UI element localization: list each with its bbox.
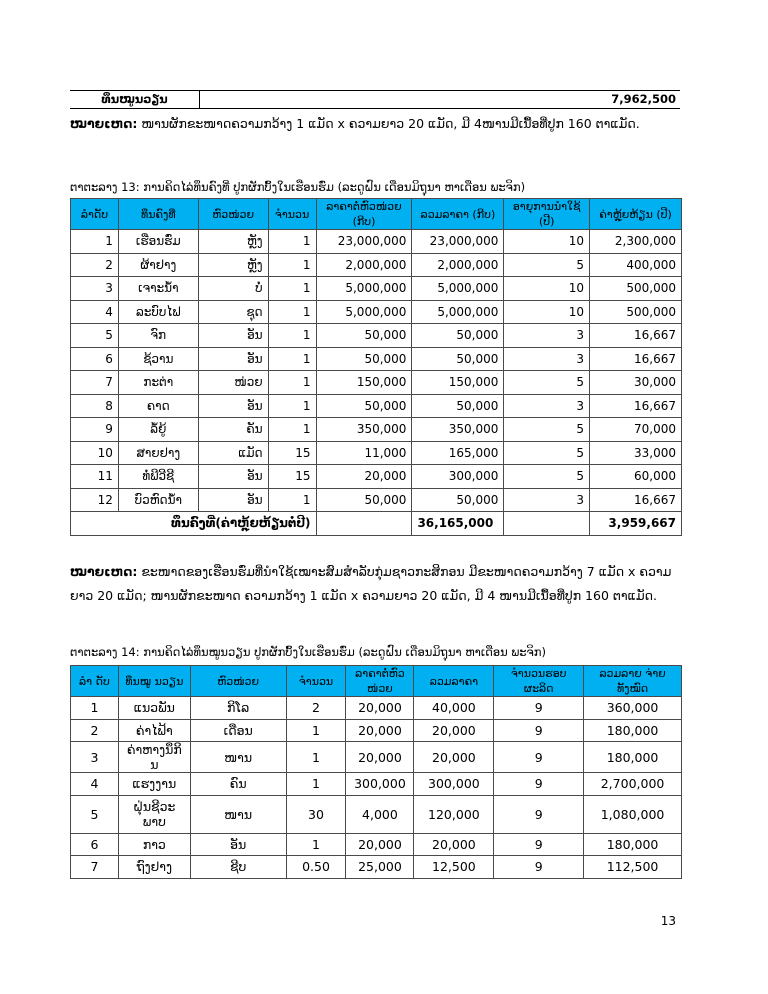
table-cell: ຊຸດ xyxy=(198,300,268,324)
col-header: ຫົວໜ່ວຍ xyxy=(190,666,286,697)
table-cell: 5 xyxy=(504,371,590,395)
table-header-row xyxy=(71,199,682,230)
table-cell: 300,000 xyxy=(412,465,504,489)
table-cell: 5 xyxy=(504,418,590,442)
table-cell: 23,000,000 xyxy=(316,230,412,254)
table-cell: 360,000 xyxy=(584,697,682,720)
table-cell: 20,000 xyxy=(346,833,414,856)
table-cell: 50,000 xyxy=(412,324,504,348)
table-cell: ຈົກ xyxy=(118,324,198,348)
table-row xyxy=(71,253,682,277)
table-cell: 350,000 xyxy=(412,418,504,442)
table-cell: 5,000,000 xyxy=(316,300,412,324)
table-cell: 1 xyxy=(268,418,316,442)
col-header: ລາຄາຕໍ່ຫົວ ໜ່ວຍ xyxy=(346,666,414,697)
table-cell: 150,000 xyxy=(316,371,412,395)
table-cell: 23,000,000 xyxy=(412,230,504,254)
table-row xyxy=(71,441,682,465)
table-cell: 5 xyxy=(71,795,119,833)
table-cell: 150,000 xyxy=(412,371,504,395)
table-cell: 112,500 xyxy=(584,856,682,879)
col-header: ລຳດັບ xyxy=(71,199,119,230)
col-header: ລຳ ດັບ xyxy=(71,666,119,697)
table-cell: 25,000 xyxy=(346,856,414,879)
table-cell: 1,080,000 xyxy=(584,795,682,833)
table-cell: 6 xyxy=(71,347,119,371)
table-row xyxy=(71,347,682,371)
note-2-prefix: ໝາຍເຫດ: xyxy=(70,564,138,579)
col-header: ຫົວໜ່ວຍ xyxy=(198,199,268,230)
table-cell: 10 xyxy=(504,300,590,324)
table-cell: ຊ້ວານ xyxy=(118,347,198,371)
table-cell: 50,000 xyxy=(412,347,504,371)
table-row xyxy=(71,742,682,773)
table-cell: 7 xyxy=(71,856,119,879)
table-cell: ຖົງຢາງ xyxy=(118,856,190,879)
table-cell: 50,000 xyxy=(412,394,504,418)
total-sum: 36,165,000 xyxy=(412,512,504,536)
table-cell: 50,000 xyxy=(316,347,412,371)
table-cell: ຫຼັງ xyxy=(198,230,268,254)
table-cell: 33,000 xyxy=(590,441,682,465)
table-row xyxy=(71,833,682,856)
table-cell: 20,000 xyxy=(414,719,494,742)
table-cell: 1 xyxy=(268,300,316,324)
table-cell: 350,000 xyxy=(316,418,412,442)
col-header: ຈຳນວນ xyxy=(286,666,346,697)
table-cell: ເຮືອນຮົ່ມ xyxy=(118,230,198,254)
table-cell: 1 xyxy=(268,324,316,348)
table-cell: 1 xyxy=(286,833,346,856)
table-cell: ຄ່າໄຟ້າ xyxy=(118,719,190,742)
col-header: ທຶນໝູ ນວຽນ xyxy=(118,666,190,697)
table-row xyxy=(71,697,682,720)
note-2-text: ຂະໜາດຂອງເຮືອນຮົ່ມທີ່ນຳໃຊ້ເໝາະສົມສຳລັບກຸ່ມຊາວກະສິກອນ ມີຂະໜາດຄວາມກວ້າງ 7 ແມັດ x ຄວາມຍາວ 20 ແມັດ; ໜານຜັກຂະໜາດ ຄວາມກວ້າງ 1 ແມັດ x ຄວາມຍາວ 20 ແມັດ, ມີ 4 ໜານມີເນື້ອທີ່ປູກ 160 ຕາແມັດ. xyxy=(70,564,672,603)
table-cell: 1 xyxy=(268,371,316,395)
table-cell: 3 xyxy=(504,394,590,418)
table-cell: ລໍ້ຍູ້ xyxy=(118,418,198,442)
table-cell: 60,000 xyxy=(590,465,682,489)
table-cell: 2,000,000 xyxy=(412,253,504,277)
table-cell: ແນວພັນ xyxy=(118,697,190,720)
page-number: 13 xyxy=(660,914,676,928)
table-cell: 30 xyxy=(286,795,346,833)
table-cell: ອັນ xyxy=(198,324,268,348)
table-cell: 15 xyxy=(268,465,316,489)
table-row xyxy=(71,795,682,833)
col-header: ທຶນຄົງທີ່ xyxy=(118,199,198,230)
table-cell: 50,000 xyxy=(316,324,412,348)
table-cell: 180,000 xyxy=(584,719,682,742)
total-label: ທຶນຄົງທີ່(ຄ່າຫຼຸ້ຍຫ້ຽນຕໍ່ປີ) xyxy=(71,512,317,536)
table-cell: 2,000,000 xyxy=(316,253,412,277)
table-cell: ແມັດ xyxy=(198,441,268,465)
table-cell: ອັນ xyxy=(198,488,268,512)
table-cell: ກະຕ່າ xyxy=(118,371,198,395)
table-cell: 2,700,000 xyxy=(584,773,682,796)
total-empty xyxy=(504,512,590,536)
table-cell: 9 xyxy=(494,773,584,796)
col-header: ຈຳນວນ xyxy=(268,199,316,230)
table-cell: 9 xyxy=(494,833,584,856)
table-cell: 2 xyxy=(71,253,119,277)
table-cell: 7 xyxy=(71,371,119,395)
table-cell: ອັນ xyxy=(198,465,268,489)
table-cell: 9 xyxy=(494,742,584,773)
table-cell: 4 xyxy=(71,300,119,324)
table-cell: 3 xyxy=(71,742,119,773)
table-row xyxy=(71,371,682,395)
working-capital-summary-row xyxy=(70,90,680,109)
table-cell: ລະບົບໄຟ xyxy=(118,300,198,324)
table-cell: 30,000 xyxy=(590,371,682,395)
table-cell: 1 xyxy=(268,394,316,418)
table-cell: ເຈາະນ້ຳ xyxy=(118,277,198,301)
table-cell: 3 xyxy=(504,488,590,512)
table-cell: 20,000 xyxy=(414,742,494,773)
table-cell: 16,667 xyxy=(590,324,682,348)
table-cell: 5,000,000 xyxy=(412,277,504,301)
table-cell: 5 xyxy=(504,441,590,465)
table-cell: ຄ່າຫາງນຶກິນ xyxy=(118,742,190,773)
table-row xyxy=(71,488,682,512)
table-cell: ອັນ xyxy=(190,833,286,856)
col-header: ລວມລາຍ ຈ່າຍທັງໝົດ xyxy=(584,666,682,697)
note-1 xyxy=(70,112,682,136)
table-row xyxy=(71,324,682,348)
table-cell: ທໍ່ພີວີຊີ xyxy=(118,465,198,489)
table-cell: 3 xyxy=(504,347,590,371)
table-cell: ຄາດ xyxy=(118,394,198,418)
table-cell: ຫຼັງ xyxy=(198,253,268,277)
table-cell: 300,000 xyxy=(414,773,494,796)
table-cell: 1 xyxy=(71,230,119,254)
table-cell: 4,000 xyxy=(346,795,414,833)
col-header: ລວມລາຄາ (ກີບ) xyxy=(412,199,504,230)
table-cell: 11 xyxy=(71,465,119,489)
table-cell: 1 xyxy=(268,253,316,277)
table-cell: 180,000 xyxy=(584,833,682,856)
table-cell: 16,667 xyxy=(590,488,682,512)
table-cell: 5 xyxy=(71,324,119,348)
table-cell: 9 xyxy=(494,856,584,879)
table-cell: 15 xyxy=(268,441,316,465)
table-cell: 50,000 xyxy=(316,488,412,512)
table-cell: 1 xyxy=(71,697,119,720)
table-cell: 9 xyxy=(494,719,584,742)
table-cell: ຝຸ່ນຊີວະ ພາບ xyxy=(118,795,190,833)
table-cell: 10 xyxy=(504,277,590,301)
table-cell: 50,000 xyxy=(316,394,412,418)
table-row xyxy=(71,465,682,489)
table-cell: 10 xyxy=(504,230,590,254)
table-cell: 20,000 xyxy=(316,465,412,489)
table-cell: ສາຍຢາງ xyxy=(118,441,198,465)
working-capital-table xyxy=(70,665,682,879)
table-cell: ໜານ xyxy=(190,795,286,833)
note-1-prefix: ໝາຍເຫດ: xyxy=(70,116,138,131)
table-row xyxy=(71,277,682,301)
table-cell: 40,000 xyxy=(414,697,494,720)
table-cell: 5 xyxy=(504,253,590,277)
table-row xyxy=(71,300,682,324)
table-cell: ຄັນ xyxy=(198,418,268,442)
table-cell: 0.50 xyxy=(286,856,346,879)
table-cell: ຜ້າຢາງ xyxy=(118,253,198,277)
table-cell: 20,000 xyxy=(346,719,414,742)
table-14-caption: ຕາຕະລາງ 14: ການຄິດໄລ່ທຶນໝູນວຽນ ປູກຜັກບົ້ງໃນເຮືອນຮົ່ມ (ລະດູຝົນ ເດືອນມິຖຸນາ ຫາເດືອນ ພະຈິກ) xyxy=(70,645,546,659)
table-cell: ບົວຫົດນ້ຳ xyxy=(118,488,198,512)
table-cell: 165,000 xyxy=(412,441,504,465)
table-cell: 50,000 xyxy=(412,488,504,512)
table-row xyxy=(71,230,682,254)
table-cell: 4 xyxy=(71,773,119,796)
summary-label: ທຶນໝູນວຽນ xyxy=(70,91,200,108)
col-header: ຈຳນວນຮອບ ຜະລິດ xyxy=(494,666,584,697)
col-header: ຄ່າຫຼຸ້ຍຫ້ຽນ (ປີ) xyxy=(590,199,682,230)
fixed-capital-table xyxy=(70,198,682,536)
table-row xyxy=(71,394,682,418)
table-cell: ອັນ xyxy=(198,394,268,418)
table-cell: 20,000 xyxy=(346,697,414,720)
table-cell: 12 xyxy=(71,488,119,512)
table-cell: 9 xyxy=(71,418,119,442)
table-cell: 300,000 xyxy=(346,773,414,796)
table-cell: 2 xyxy=(71,719,119,742)
table-header-row xyxy=(71,666,682,697)
table-cell: ເດືອນ xyxy=(190,719,286,742)
table-cell: 1 xyxy=(268,488,316,512)
table-cell: 16,667 xyxy=(590,347,682,371)
table-cell: 2 xyxy=(286,697,346,720)
table-cell: 6 xyxy=(71,833,119,856)
table-cell: 10 xyxy=(71,441,119,465)
table-cell: 2,300,000 xyxy=(590,230,682,254)
table-cell: ແຮງງານ xyxy=(118,773,190,796)
col-header: ອາຍຸການນຳໃຊ້ (ປີ) xyxy=(504,199,590,230)
table-cell: 20,000 xyxy=(414,833,494,856)
table-13-caption: ຕາຕະລາງ 13: ການຄິດໄລ່ທຶນຄົງທີ່ ປູກຜັກບົ້ງໃນເຮືອນຮົ່ມ (ລະດູຝົນ ເດືອນມິຖຸນາ ຫາເດືອນ ພະຈິກ) xyxy=(70,180,526,194)
table-cell: 3 xyxy=(504,324,590,348)
table-cell: 70,000 xyxy=(590,418,682,442)
table-cell: ກິໂລ xyxy=(190,697,286,720)
table-cell: 11,000 xyxy=(316,441,412,465)
table-cell: 12,500 xyxy=(414,856,494,879)
col-header: ລວມລາຄາ xyxy=(414,666,494,697)
note-1-text: ໜານຜັກຂະໜາດຄວາມກວ້າງ 1 ແມັດ x ຄວາມຍາວ 20 ແມັດ, ມີ 4ໜານມີເນື້ອທີ່ປູກ 160 ຕາແມັດ. xyxy=(137,116,640,131)
table-cell: 9 xyxy=(494,795,584,833)
table-cell: 8 xyxy=(71,394,119,418)
table-cell: ບໍ່ xyxy=(198,277,268,301)
table-cell: 1 xyxy=(286,719,346,742)
table-cell: 16,667 xyxy=(590,394,682,418)
table-total-row xyxy=(71,512,682,536)
table-cell: 5,000,000 xyxy=(412,300,504,324)
table-cell: ຄົນ xyxy=(190,773,286,796)
total-empty xyxy=(316,512,412,536)
col-header: ລາຄາຕໍ່ຫົວໜ່ວຍ (ກີບ) xyxy=(316,199,412,230)
note-2 xyxy=(70,560,682,608)
table-cell: 1 xyxy=(286,773,346,796)
table-cell: 1 xyxy=(268,230,316,254)
table-cell: ໜ່ວຍ xyxy=(198,371,268,395)
summary-value: 7,962,500 xyxy=(611,92,676,106)
table-row xyxy=(71,856,682,879)
table-cell: 1 xyxy=(268,277,316,301)
table-cell: 9 xyxy=(494,697,584,720)
total-depreciation: 3,959,667 xyxy=(590,512,682,536)
table-cell: 180,000 xyxy=(584,742,682,773)
table-cell: ຊີບ xyxy=(190,856,286,879)
table-cell: 500,000 xyxy=(590,277,682,301)
table-cell: 20,000 xyxy=(346,742,414,773)
table-cell: 120,000 xyxy=(414,795,494,833)
table-cell: 500,000 xyxy=(590,300,682,324)
table-cell: 1 xyxy=(286,742,346,773)
table-cell: ໜານ xyxy=(190,742,286,773)
table-cell: 5,000,000 xyxy=(316,277,412,301)
table-row xyxy=(71,418,682,442)
table-cell: 400,000 xyxy=(590,253,682,277)
table-cell: ກາວ xyxy=(118,833,190,856)
table-row xyxy=(71,773,682,796)
table-cell: 1 xyxy=(268,347,316,371)
table-cell: ອັນ xyxy=(198,347,268,371)
table-cell: 5 xyxy=(504,465,590,489)
table-cell: 3 xyxy=(71,277,119,301)
table-row xyxy=(71,719,682,742)
